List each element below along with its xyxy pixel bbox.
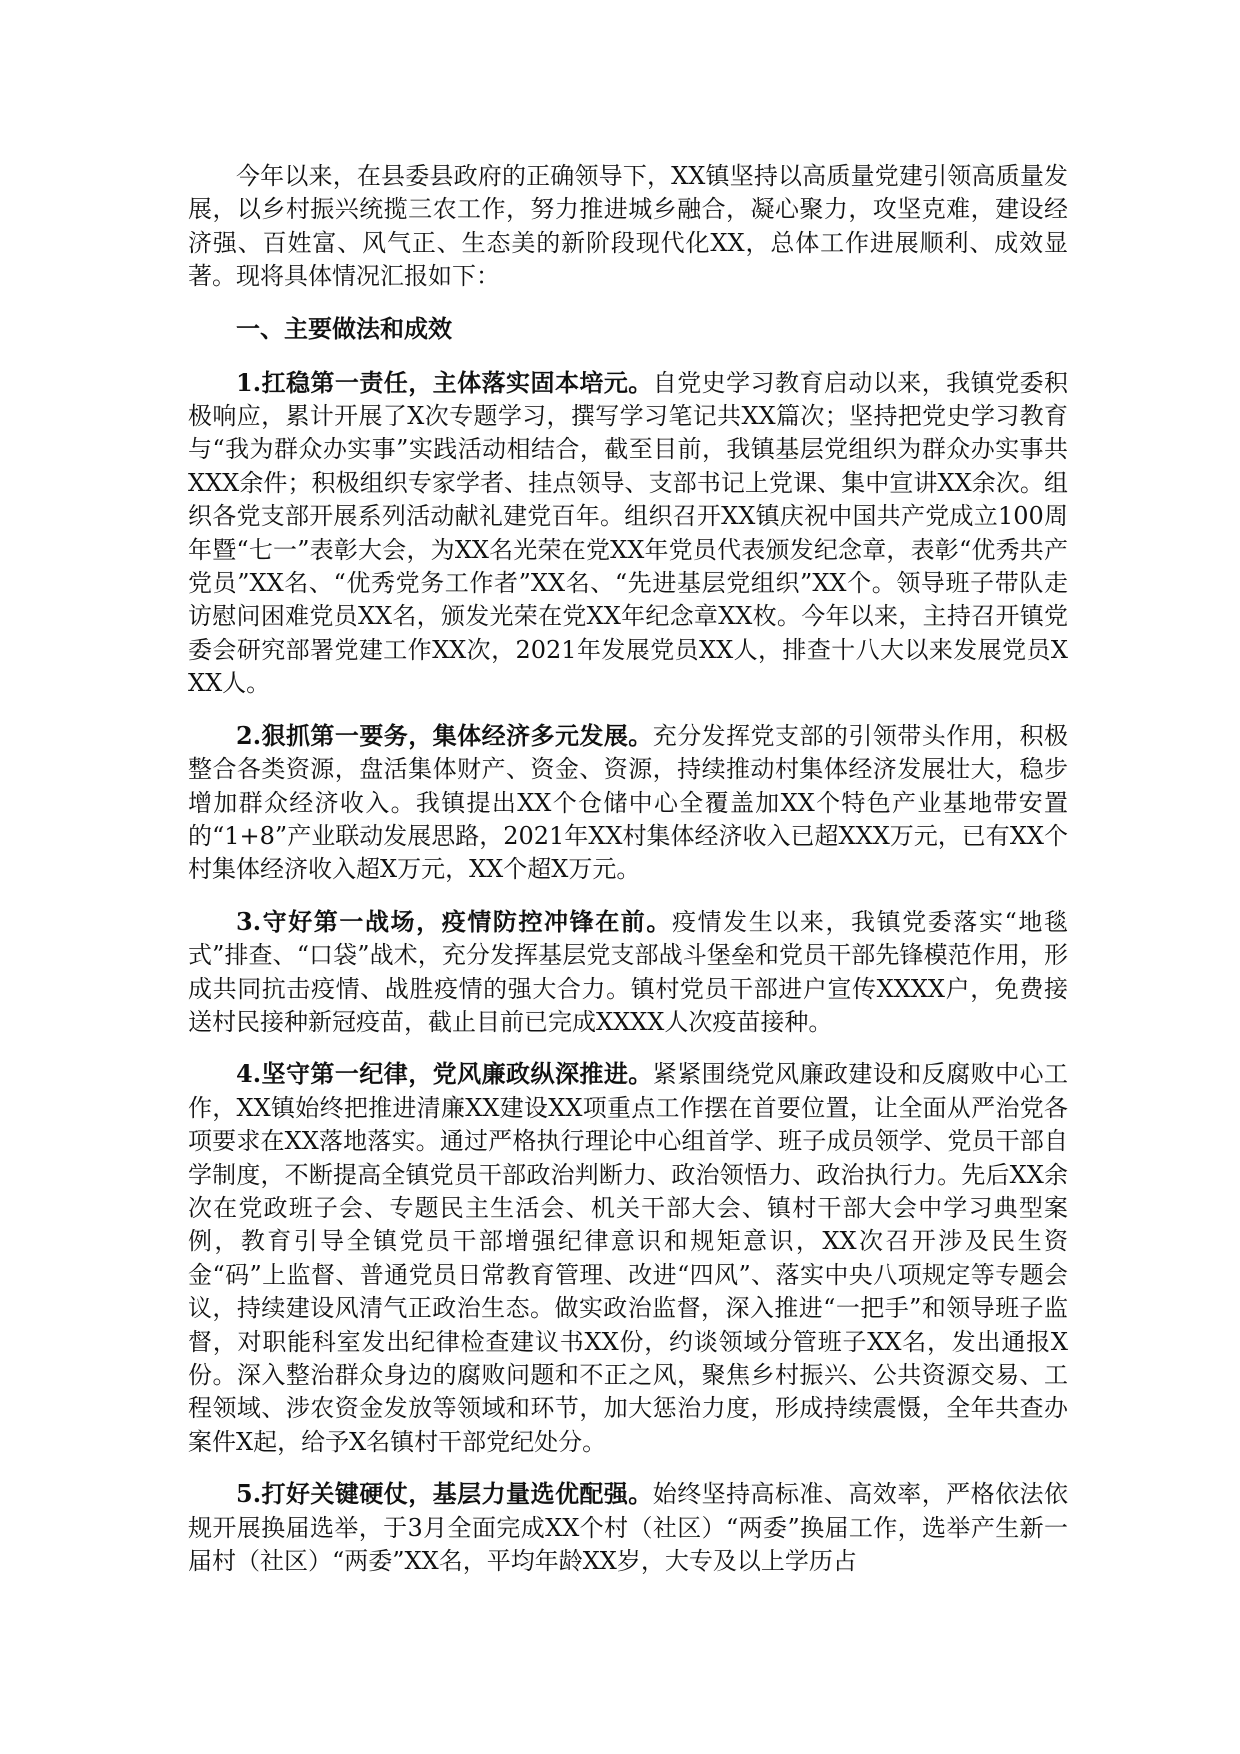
section-heading: 一、主要做法和成效 [236,313,452,343]
item-lead-3: 3.守好第一战场，疫情防控冲锋在前。 [236,906,672,936]
item-paragraph-4 [188,1057,1068,1459]
item-lead-1: 1.扛稳第一责任，主体落实固本培元。 [236,367,653,397]
item-body-3: 疫情发生以来，我镇党委落实“地毯式”排查、“口袋”战术，充分发挥基层党支部战斗堡垒和党员干部先锋模范作用，形成共同抗击疫情、战胜疫情的强大合力。镇村党员干部进户宣传XXXX户，免费接送村民接种新冠疫苗，截止目前已完成XXXX人次疫苗接种。 [188,907,1068,1036]
item-paragraph-1 [188,366,1068,701]
item-paragraph-3 [188,905,1068,1040]
item-lead-2: 2.狠抓第一要务，集体经济多元发展。 [236,720,653,750]
item-lead-5: 5.打好关键硬仗，基层力量选优配强。 [236,1479,653,1509]
item-body-2: 充分发挥党支部的引领带头作用，积极整合各类资源，盘活集体财产、资金、资源，持续推动村集体经济发展壮大，稳步增加群众经济收入。我镇提出XX个仓储中心全覆盖加XX个特色产业基地带安置的“1+8”产业联动发展思路，2021年XX村集体经济收入已超XXX万元，已有XX个村集体经济收入超X万元，XX个超X万元。 [188,721,1068,884]
item-lead-4: 4.坚守第一纪律，党风廉政纵深推进。 [236,1059,653,1089]
item-body-1: 自党史学习教育启动以来，我镇党委积极响应，累计开展了X次专题学习，撰写学习笔记共XX篇次；坚持把党史学习教育与“我为群众办实事”实践活动相结合，截至目前，我镇基层党组织为群众办实事共XXX余件；积极组织专家学者、挂点领导、支部书记上党课、集中宣讲XX余次。组织各党支部开展系列活动献礼建党百年。组织召开XX镇庆祝中国共产党成立100周年暨“七一”表彰大会，为XX名光荣在党XX年党员代表颁发纪念章，表彰“优秀共产党员”XX名、“优秀党务工作者”XX名、“先进基层党组织”XX个。领导班子带队走访慰问困难党员XX名，颁发光荣在党XX年纪念章XX枚。今年以来，主持召开镇党委会研究部署党建工作XX次，2021年发展党员XX人，排查十八大以来发展党员XXX人。 [188,368,1068,698]
document-page [188,160,1068,1596]
item-paragraph-5 [188,1477,1068,1578]
item-body-5: 始终坚持高标准、高效率，严格依法依规开展换届选举，于3月全面完成XX个村（社区）“两委”换届工作，选举产生新一届村（社区）“两委”XX名，平均年龄XX岁，大专及以上学历占 [188,1480,1068,1576]
intro-paragraph: 今年以来，在县委县政府的正确领导下，XX镇坚持以高质量党建引领高质量发展，以乡村振兴统揽三农工作，努力推进城乡融合，凝心聚力，攻坚克难，建设经济强、百姓富、风气正、生态美的新阶段现代化XX，总体工作进展顺利、成效显著。现将具体情况汇报如下： [188,162,1068,291]
item-body-4: 紧紧围绕党风廉政建设和反腐败中心工作，XX镇始终把推进清廉XX建设XX项重点工作摆在首要位置，让全面从严治党各项要求在XX落地落实。通过严格执行理论中心组首学、班子成员领学、党员干部自学制度，不断提高全镇党员干部政治判断力、政治领悟力、政治执行力。先后XX余次在党政班子会、专题民主生活会、机关干部大会、镇村干部大会中学习典型案例，教育引导全镇党员干部增强纪律意识和规矩意识，XX次召开涉及民生资金“码”上监督、普通党员日常教育管理、改进“四风”、落实中央八项规定等专题会议，持续建设风清气正政治生态。做实政治监督，深入推进“一把手”和领导班子监督，对职能科室发出纪律检查建议书XX份，约谈领域分管班子XX名，发出通报X份。深入整治群众身边的腐败问题和不正之风，聚焦乡村振兴、公共资源交易、工程领域、涉农资金发放等领域和环节，加大惩治力度，形成持续震慑，全年共查办案件X起，给予X名镇村干部党纪处分。 [188,1060,1068,1456]
item-paragraph-2 [188,719,1068,887]
